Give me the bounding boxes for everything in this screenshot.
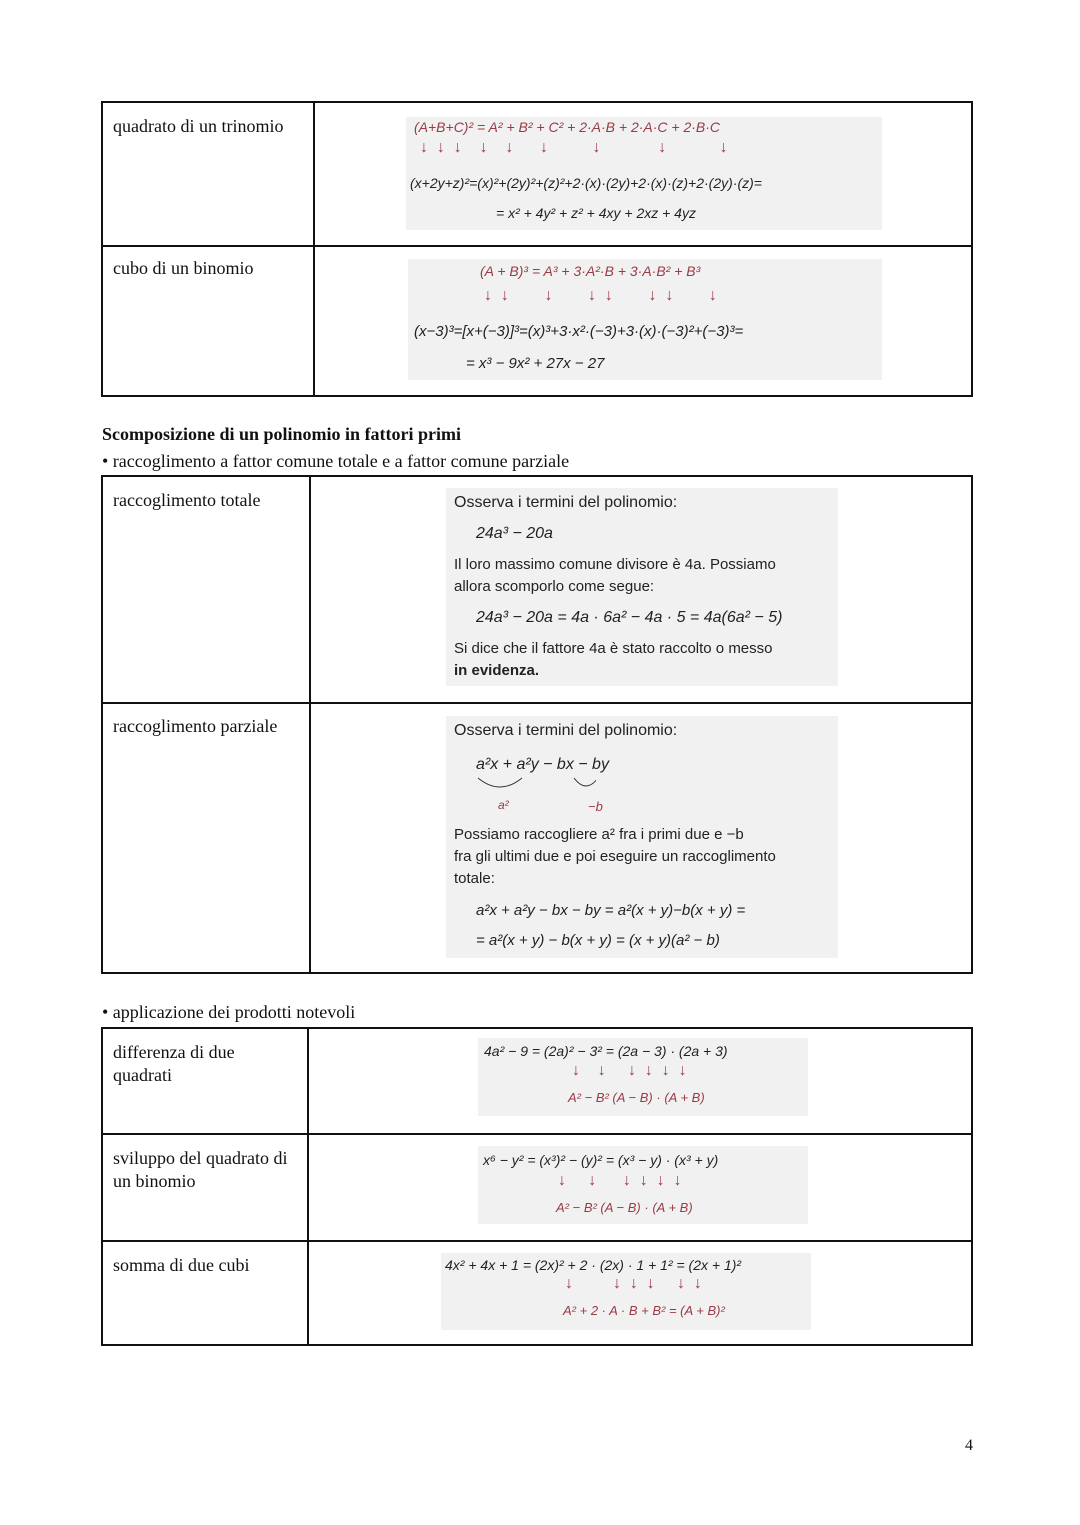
common-factor: −b xyxy=(588,799,603,814)
text-line: Osserva i termini del polinomio: xyxy=(454,494,678,511)
arrow-icon: ↓ ↓ ↓ ↓ ↓ ↓ xyxy=(565,1275,702,1292)
formula-binomial-cube xyxy=(408,259,882,380)
brace-icon xyxy=(476,774,596,794)
formula-difference-squares xyxy=(478,1038,808,1116)
row-divider xyxy=(103,245,971,247)
row-label: differenza di due quadrati xyxy=(113,1042,235,1085)
example-total-factoring xyxy=(446,488,838,686)
arrow-icon: ↓ ↓ ↓ ↓ ↓ ↓ xyxy=(572,1062,687,1079)
row-label: cubo di un binomio xyxy=(113,258,254,278)
row-divider xyxy=(103,1133,971,1135)
text-line: a²x + a²y − bx − by = a²(x + y)−b(x + y) = xyxy=(476,902,746,919)
row-label: raccoglimento parziale xyxy=(113,716,278,736)
page-number: 4 xyxy=(965,1437,973,1454)
notable-products-table xyxy=(101,1027,973,1346)
formula-example: 4a² − 9 = (2a)² − 3² = (2a − 3) · (2a + 3) xyxy=(484,1043,728,1059)
text-line: Il loro massimo comune divisore è 4a. Possiamo xyxy=(454,556,776,573)
text-line: = a²(x + y) − b(x + y) = (x + y)(a² − b) xyxy=(476,932,720,949)
bullet-prodotti-notevoli: • applicazione dei prodotti notevoli xyxy=(102,1002,356,1022)
row-label: somma di due cubi xyxy=(113,1255,250,1275)
arrow-icon: ↓ ↓ ↓ ↓ ↓ ↓ ↓ ↓ ↓ xyxy=(420,139,728,156)
text-line: totale: xyxy=(454,870,495,887)
identities-table xyxy=(101,101,973,397)
text-line: Osserva i termini del polinomio: xyxy=(454,722,678,739)
text-line: fra gli ultimi due e poi eseguire un raccoglimento xyxy=(454,848,776,865)
column-divider xyxy=(307,1029,309,1344)
text-line: allora scomporlo come segue: xyxy=(454,578,655,595)
formula-example: x⁶ − y² = (x³)² − (y)² = (x³ − y) · (x³ + y) xyxy=(483,1152,719,1168)
bullet-raccoglimento: • raccoglimento a fattor comune totale e a fattor comune parziale xyxy=(102,451,570,471)
text-line: a²x + a²y − bx − by xyxy=(476,756,609,773)
formula-general: (A + B)³ = A³ + 3·A²·B + 3·A·B² + B³ xyxy=(480,263,701,279)
common-factor: a² xyxy=(498,798,509,812)
row-divider xyxy=(103,702,971,704)
formula-example: 4x² + 4x + 1 = (2x)² + 2 · (2x) · 1 + 1² = (2x + 1)² xyxy=(445,1257,742,1273)
column-divider xyxy=(309,477,311,972)
formula-general: A² − B² (A − B) · (A + B) xyxy=(568,1090,705,1105)
arrow-icon: ↓ ↓ ↓ ↓ ↓ ↓ ↓ ↓ xyxy=(484,287,717,304)
row-label: raccoglimento totale xyxy=(113,490,261,510)
formula-general: A² + 2 · A · B + B² = (A + B)² xyxy=(563,1303,725,1318)
column-divider xyxy=(313,103,315,395)
formula-example: (x+2y+z)²=(x)²+(2y)²+(z)²+2·(x)·(2y)+2·(x)·(z)+2·(2y)·(z)= xyxy=(410,175,762,191)
row-divider xyxy=(103,1240,971,1242)
text-line: 24a³ − 20a = 4a · 6a² − 4a · 5 = 4a(6a² − 5) xyxy=(476,609,783,626)
example-partial-factoring xyxy=(446,716,838,958)
row-label: sviluppo del quadrato di un binomio xyxy=(113,1148,288,1191)
row-label: quadrato di un trinomio xyxy=(113,116,284,136)
text-line: in evidenza. xyxy=(454,662,540,679)
formula-trinomial-square xyxy=(406,117,882,230)
arrow-icon: ↓ ↓ ↓ ↓ ↓ ↓ xyxy=(558,1172,682,1189)
formula-cubes-sum xyxy=(441,1253,811,1330)
formula-general: (A+B+C)² = A² + B² + C² + 2·A·B + 2·A·C + 2·B·C xyxy=(414,119,721,135)
text-line: Si dice che il fattore 4a è stato raccolto o messo xyxy=(454,640,773,657)
formula-result: = x³ − 9x² + 27x − 27 xyxy=(466,355,605,372)
text-line: Possiamo raccogliere a² fra i primi due e −b xyxy=(454,826,744,843)
formula-example: (x−3)³=[x+(−3)]³=(x)³+3·x²·(−3)+3·(x)·(−3)²+(−3)³= xyxy=(414,323,744,340)
formula-general: A² − B² (A − B) · (A + B) xyxy=(556,1200,693,1215)
formula-result: = x² + 4y² + z² + 4xy + 2xz + 4yz xyxy=(496,205,696,221)
factoring-table xyxy=(101,475,973,974)
section-title: Scomposizione di un polinomio in fattori primi xyxy=(102,424,462,444)
text-line: 24a³ − 20a xyxy=(476,525,553,542)
formula-square-binomial xyxy=(478,1146,808,1224)
